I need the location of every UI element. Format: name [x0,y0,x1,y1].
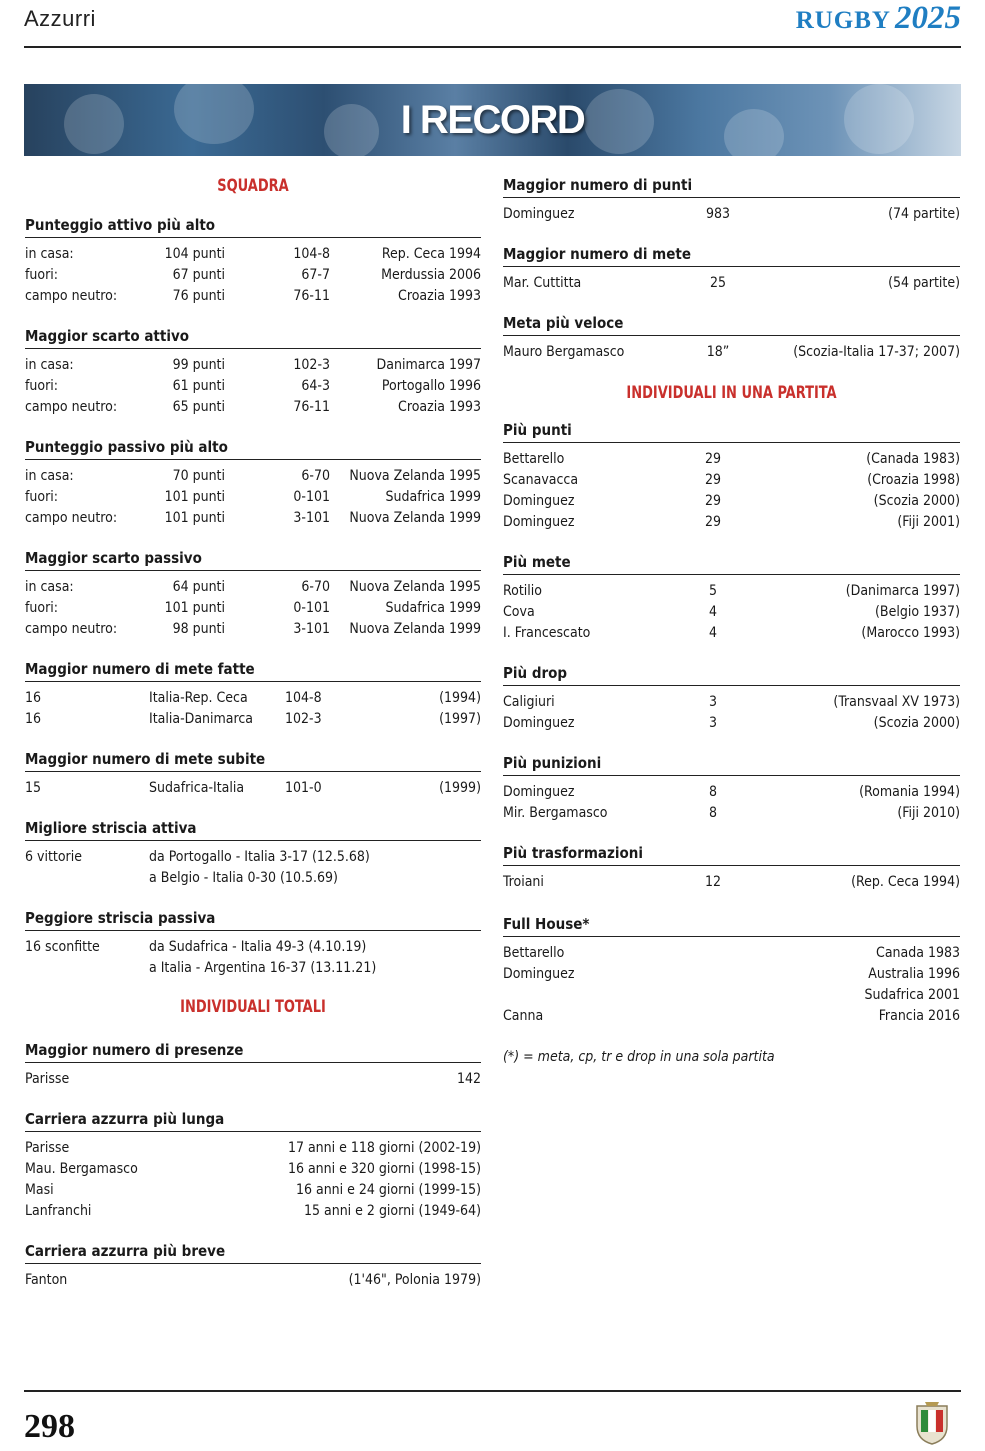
record-detail: Canada 1983 [876,945,960,961]
squadra-block [25,216,481,307]
streak-label: 16 sconfitte [25,939,100,955]
record-row [25,265,481,286]
carriera-lunga-block [25,1110,481,1222]
block-title: Più trasformazioni [503,844,960,866]
points-value: 101 punti [164,600,225,616]
player-name: Mau. Bergamasco [25,1161,138,1177]
block-title: Più drop [503,664,960,686]
points-value: 61 punti [172,378,225,394]
record-row [25,355,481,376]
player-name: Dominguez [503,206,575,222]
record-detail: (Scozia-Italia 17-37; 2007) [793,344,960,360]
player-name: Dominguez [503,715,575,731]
player-name: Fanton [25,1272,68,1288]
player-name: Masi [25,1182,54,1198]
record-row [25,1138,481,1159]
individuali-partita-heading: INDIVIDUALI IN UNA PARTITA [626,383,837,403]
score-value: 64-3 [301,378,330,394]
tries-count: 15 [25,780,42,796]
mete-subite-block [25,750,481,799]
block-title: Meta più veloce [503,314,960,336]
block-title: Più punti [503,421,960,443]
record-value: 8 [708,805,717,821]
block-title: Punteggio attivo più alto [25,216,481,238]
score-value: 104-8 [285,690,322,706]
record-value: 17 anni e 118 giorni (2002-19) [287,1140,481,1156]
streak-to: a Italia - Argentina 16-37 (13.11.21) [149,960,377,976]
block-title: Maggior numero di mete subite [25,750,481,772]
squadra-records [25,216,481,640]
record-row [25,1180,481,1201]
tries-count: 16 [25,690,42,706]
totals-block [503,176,960,225]
record-row [503,342,960,363]
record-row [503,273,960,294]
footnote: (*) = meta, cp, tr e drop in una sola partita [503,1049,775,1065]
opponent-year: Croazia 1993 [398,399,481,415]
record-row [503,512,960,533]
opponent-year: Nuova Zelanda 1995 [349,468,481,484]
opponent-year: Danimarca 1997 [376,357,481,373]
score-value: 0-101 [293,600,330,616]
mete-fatte-block [25,660,481,730]
player-name: Parisse [25,1071,70,1087]
record-value: 29 [704,493,722,509]
player-name: Mir. Bergamasco [503,805,608,821]
venue-label: campo neutro: [25,510,118,526]
block-title: Maggior numero di mete [503,245,960,267]
totals-block [503,314,960,363]
record-detail: (54 partite) [888,275,960,291]
player-name: I. Francescato [503,625,591,641]
record-row [503,1006,960,1027]
record-value: 4 [708,625,717,641]
record-row [503,803,960,824]
record-value: 15 anni e 2 giorni (1949-64) [303,1203,481,1219]
single-match-records [503,421,960,893]
block-title: Maggior numero di presenze [25,1041,481,1063]
record-value: 16 anni e 320 giorni (1998-15) [287,1161,481,1177]
block-title: Full House* [503,915,960,937]
record-row [25,376,481,397]
record-value: 4 [708,604,717,620]
venue-label: fuori: [25,600,59,616]
record-row [503,204,960,225]
individuali-totali-heading: INDIVIDUALI TOTALI [180,997,326,1017]
block-title: Carriera azzurra più lunga [25,1110,481,1132]
record-detail: (Belgio 1937) [875,604,960,620]
block-title: Più mete [503,553,960,575]
score-value: 3-101 [293,621,330,637]
record-value: 29 [704,472,722,488]
record-detail: (Fiji 2001) [897,514,960,530]
fir-shield-icon [913,1400,951,1446]
record-row [25,709,481,730]
player-name: Cova [503,604,535,620]
match-record-block [503,664,960,734]
record-row [25,778,481,799]
header-divider [24,46,961,48]
carriera-breve-block [25,1242,481,1291]
squadra-block [25,327,481,418]
magazine-year: 2025 [895,0,961,36]
match-name: Italia-Danimarca [149,711,254,727]
record-value: 142 [456,1071,481,1087]
record-row [503,470,960,491]
record-row [503,491,960,512]
record-row [503,985,960,1006]
points-value: 98 punti [172,621,225,637]
points-value: 101 punti [164,510,225,526]
totals-block [503,245,960,294]
record-row [25,577,481,598]
player-name: Dominguez [503,493,575,509]
score-value: 76-11 [293,399,330,415]
banner-title: I RECORD [400,98,585,142]
record-detail: (Romania 1994) [859,784,960,800]
striscia-attiva-block [25,819,481,889]
left-column [25,176,481,1291]
record-row [25,1201,481,1222]
player-name: Dominguez [503,966,575,982]
player-name [503,985,760,1006]
opponent-year: Croazia 1993 [398,288,481,304]
record-row [25,397,481,418]
opponent-year: Nuova Zelanda 1999 [349,621,481,637]
record-value: 18” [706,344,730,360]
block-title: Peggiore striscia passiva [25,909,481,931]
player-name: Canna [503,1008,544,1024]
record-detail: Sudafrica 2001 [864,987,960,1003]
match-record-block [503,421,960,533]
points-value: 99 punti [172,357,225,373]
match-record-block [503,754,960,824]
venue-label: in casa: [25,357,74,373]
player-name: Mauro Bergamasco [503,344,625,360]
streak-to: a Belgio - Italia 0-30 (10.5.69) [149,870,338,886]
record-row [25,1159,481,1180]
record-detail: (Scozia 2000) [873,493,960,509]
record-detail: Francia 2016 [878,1008,960,1024]
block-title: Più punizioni [503,754,960,776]
page-number: 298 [24,1408,75,1445]
player-name: Parisse [25,1140,70,1156]
player-name: Rotilio [503,583,542,599]
venue-label: fuori: [25,267,59,283]
magazine-brand [796,0,961,37]
record-banner [24,84,961,156]
points-value: 64 punti [172,579,225,595]
opponent-year: Nuova Zelanda 1999 [349,510,481,526]
block-title: Punteggio passivo più alto [25,438,481,460]
opponent-year: Portogallo 1996 [381,378,481,394]
record-detail: (Fiji 2010) [897,805,960,821]
full-house-block [503,915,960,1027]
venue-label: fuori: [25,378,59,394]
score-value: 67-7 [301,267,330,283]
score-value: 101-0 [285,780,322,796]
record-value: 29 [704,451,722,467]
player-name: Scanavacca [503,472,579,488]
score-value: 0-101 [293,489,330,505]
magazine-name: RUGBY [795,7,891,34]
match-record-block [503,844,960,893]
block-title: Maggior numero di punti [503,176,960,198]
record-value: 8 [708,784,717,800]
striscia-passiva-block [25,909,481,979]
venue-label: in casa: [25,468,74,484]
score-value: 102-3 [285,711,322,727]
record-value: 983 [705,206,731,222]
block-title: Maggior scarto attivo [25,327,481,349]
record-row [25,688,481,709]
points-value: 76 punti [172,288,225,304]
record-detail: Australia 1996 [868,966,960,982]
presenze-block [25,1041,481,1090]
record-value: 5 [708,583,717,599]
player-name: Bettarello [503,451,565,467]
block-title: Migliore striscia attiva [25,819,481,841]
right-column [503,176,960,1065]
record-detail: (Danimarca 1997) [845,583,960,599]
match-record-block [503,553,960,644]
points-value: 70 punti [172,468,225,484]
record-value: 25 [709,275,727,291]
record-row [25,244,481,265]
opponent-year: Sudafrica 1999 [385,600,481,616]
match-name: Sudafrica-Italia [149,780,245,796]
player-name: Troiani [503,874,544,890]
points-value: 65 punti [172,399,225,415]
record-value: 16 anni e 24 giorni (1999-15) [295,1182,481,1198]
record-value: 29 [704,514,722,530]
venue-label: campo neutro: [25,399,118,415]
venue-label: in casa: [25,579,74,595]
score-value: 102-3 [293,357,330,373]
tries-count: 16 [25,711,42,727]
points-value: 67 punti [172,267,225,283]
record-row [503,964,960,985]
record-value: 3 [708,715,717,731]
record-detail: (74 partite) [888,206,960,222]
record-detail: (Scozia 2000) [873,715,960,731]
score-value: 6-70 [301,468,330,484]
record-value: 3 [708,694,717,710]
record-row [25,619,481,640]
score-value: 6-70 [301,579,330,595]
record-detail: (Transvaal XV 1973) [833,694,960,710]
record-row [503,449,960,470]
player-name: Dominguez [503,514,575,530]
record-row [25,286,481,307]
record-value: 12 [704,874,722,890]
player-name: Dominguez [503,784,575,800]
streak-label: 6 vittorie [25,849,82,865]
year-value: (1999) [439,780,481,796]
record-row [25,508,481,529]
block-title: Maggior scarto passivo [25,549,481,571]
record-row [25,466,481,487]
opponent-year: Merdussia 2006 [381,267,481,283]
streak-from: da Portogallo - Italia 3-17 (12.5.68) [149,849,370,865]
player-name: Caligiuri [503,694,555,710]
squadra-block [25,438,481,529]
individual-totals [503,176,960,363]
section-title: Azzurri [24,6,96,31]
record-row [25,598,481,619]
record-row [503,872,960,893]
score-value: 104-8 [293,246,330,262]
record-row [503,623,960,644]
player-name: Mar. Cuttitta [503,275,582,291]
opponent-year: Sudafrica 1999 [385,489,481,505]
points-value: 104 punti [164,246,225,262]
score-value: 3-101 [293,510,330,526]
record-value: (1'46", Polonia 1979) [348,1272,481,1288]
record-row [503,782,960,803]
opponent-year: Nuova Zelanda 1995 [349,579,481,595]
player-name: Lanfranchi [25,1203,92,1219]
points-value: 101 punti [164,489,225,505]
match-name: Italia-Rep. Ceca [149,690,248,706]
record-row [25,487,481,508]
record-row [503,943,960,964]
record-row [503,692,960,713]
player-name: Bettarello [503,945,565,961]
record-row [503,713,960,734]
venue-label: in casa: [25,246,74,262]
record-detail: (Croazia 1998) [867,472,960,488]
venue-label: campo neutro: [25,621,118,637]
squadra-block [25,549,481,640]
streak-from: da Sudafrica - Italia 49-3 (4.10.19) [149,939,367,955]
record-detail: (Marocco 1993) [861,625,960,641]
squadra-heading: SQUADRA [217,176,289,196]
record-row [503,602,960,623]
year-value: (1994) [439,690,481,706]
record-detail: (Rep. Ceca 1994) [851,874,960,890]
venue-label: fuori: [25,489,59,505]
block-title: Carriera azzurra più breve [25,1242,481,1264]
score-value: 76-11 [293,288,330,304]
record-row [503,581,960,602]
venue-label: campo neutro: [25,288,118,304]
block-title: Maggior numero di mete fatte [25,660,481,682]
opponent-year: Rep. Ceca 1994 [381,246,481,262]
year-value: (1997) [439,711,481,727]
record-detail: (Canada 1983) [866,451,960,467]
footer-divider [24,1390,961,1392]
